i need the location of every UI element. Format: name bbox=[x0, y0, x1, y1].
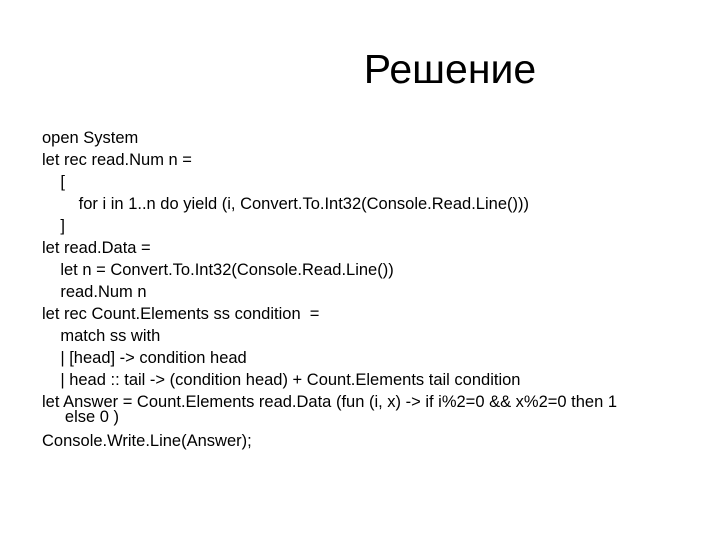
code-line: read.Num n bbox=[42, 283, 147, 301]
code-line: ] bbox=[42, 217, 65, 235]
code-line: | [head] -> condition head bbox=[42, 349, 247, 367]
code-line: for i in 1..n do yield (i, Convert.To.Int32(Console.Read.Line())) bbox=[42, 195, 529, 213]
code-line: let rec read.Num n = bbox=[42, 151, 192, 169]
code-line: match ss with bbox=[42, 327, 161, 345]
code-block bbox=[42, 127, 692, 452]
code-line: let read.Data = bbox=[42, 239, 151, 257]
code-line: let n = Convert.To.Int32(Console.Read.Line()) bbox=[42, 261, 394, 279]
code-line: let Answer = Count.Elements read.Data (fun (i, x) -> if i%2=0 && x%2=0 then 1 bbox=[42, 393, 618, 411]
code-line: | head :: tail -> (condition head) + Count.Elements tail condition bbox=[42, 371, 521, 389]
code-line: [ bbox=[42, 173, 65, 191]
code-line: open System bbox=[42, 129, 139, 147]
code-line: let rec Count.Elements ss condition = bbox=[42, 305, 320, 323]
slide-title: Решение bbox=[363, 46, 537, 92]
code-line: Console.Write.Line(Answer); bbox=[42, 432, 252, 450]
code-line-continuation: else 0 ) bbox=[42, 408, 120, 426]
